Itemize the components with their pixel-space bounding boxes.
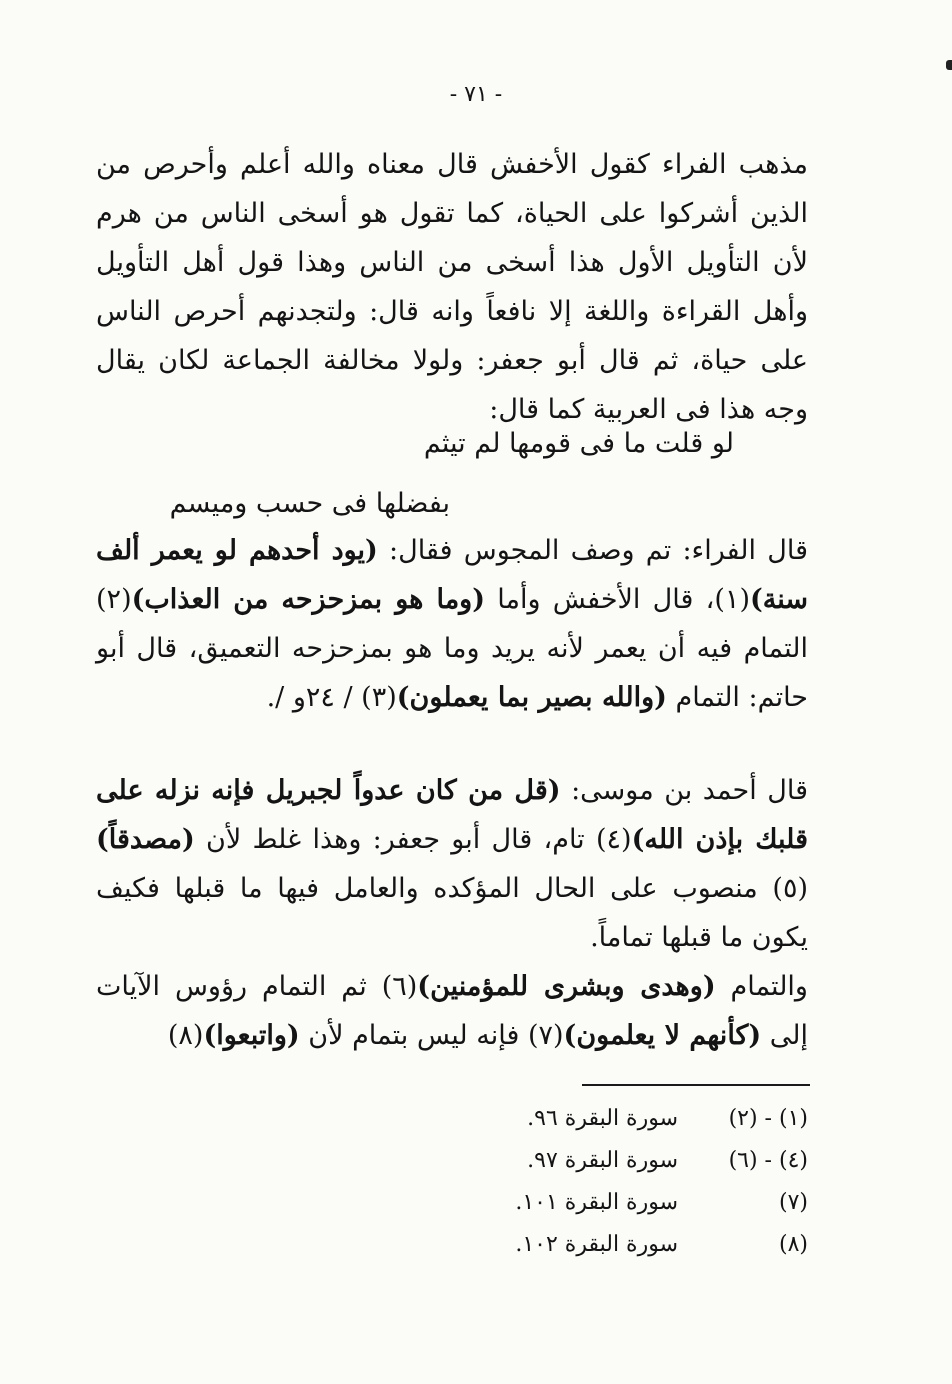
para4-text-2: (٦) ثم التمام رؤوس الآيات إلى [96, 971, 808, 1051]
scan-edge-mark [946, 60, 952, 70]
footnote-number: (٧) [778, 1189, 808, 1215]
page-number: - ٧١ - [449, 82, 503, 107]
footnote-1 [527, 1100, 808, 1136]
verse-line-2: بفضلها فى حسب وميسم [169, 488, 450, 519]
footnote-text: سورة البقرة ١٠١. [515, 1189, 678, 1215]
quran-quote: (يود أحدهم لو يعمر ألف سنة) [96, 535, 809, 615]
quran-quote: (وهدى وبشرى للمؤمنين) [417, 971, 716, 1002]
quran-quote: (والله بصير بما يعملون) [396, 682, 667, 713]
paragraph-3 [96, 766, 808, 962]
para2-text-3: (٢) التمام فيه أن يعمر لأنه يريد وما هو بمزحزحه التعميق، قال أبو حاتم: التمام [96, 584, 808, 713]
verse-line-1: لو قلت ما فى قومها لم تيثم [423, 428, 734, 459]
footnote-number: (١) - (٢) [728, 1105, 808, 1131]
paragraph-4 [96, 962, 808, 1060]
para4-text-4: (٨) [167, 1020, 204, 1051]
quran-quote: (واتبعوا) [203, 1020, 300, 1051]
quran-quote: (كأنهم لا يعلمون) [563, 1020, 762, 1051]
footnote-number: (٨) [778, 1231, 808, 1257]
para2-text-4: (٣) / ٢٤و /. [266, 682, 397, 713]
footnote-4 [515, 1226, 808, 1262]
para2-text-2: (١)، قال الأخفش وأما [485, 584, 750, 615]
para3-text-1: قال أحمد بن موسى: [560, 775, 808, 806]
para4-text-1: والتمام [715, 971, 808, 1002]
quran-quote: (وما هو بمزحزحه من العذاب) [131, 584, 485, 615]
footnote-number: (٤) - (٦) [728, 1147, 808, 1173]
footnote-text: سورة البقرة ٩٧. [527, 1147, 678, 1173]
para3-text-2: (٤) تام، قال أبو جعفر: وهذا غلط لأن [194, 824, 632, 855]
paragraph-1: مذهب الفراء كقول الأخفش قال معناه والله أعلم وأحرص من الذين أشركوا على الحياة، كما تقول هو أسخى الناس من هرم لأن التأويل الأول هذا أسخى من الناس وهذا قول أهل التأويل وأهل القراءة واللغة إلا نافعاً وانه قال: ولتجدنهم أحرص الناس على حياة، ثم قال أبو جعفر: ولولا مخالفة الجماعة لكان يقال وجه هذا فى العربية كما قال: [96, 149, 808, 425]
paragraph-2 [96, 526, 808, 722]
footnote-2 [527, 1142, 808, 1178]
footnote-divider [582, 1084, 810, 1086]
footnote-text: سورة البقرة ٩٦. [527, 1105, 678, 1131]
para2-text-1: قال الفراء: تم وصف المجوس فقال: [377, 535, 808, 566]
footnote-text: سورة البقرة ١٠٢. [515, 1231, 678, 1257]
para3-text-3: (٥) منصوب على الحال المؤكده والعامل فيها ما قبلها فكيف يكون ما قبلها تماماً. [96, 873, 808, 953]
footnote-3 [515, 1184, 808, 1220]
quran-quote: (قل من كان عدواً لجبريل فإنه نزله على قلبك بإذن الله) [96, 775, 808, 855]
para4-text-3: (٧) فإنه ليس بتمام لأن [299, 1020, 564, 1051]
quran-quote: (مصدقاً) [96, 824, 195, 855]
